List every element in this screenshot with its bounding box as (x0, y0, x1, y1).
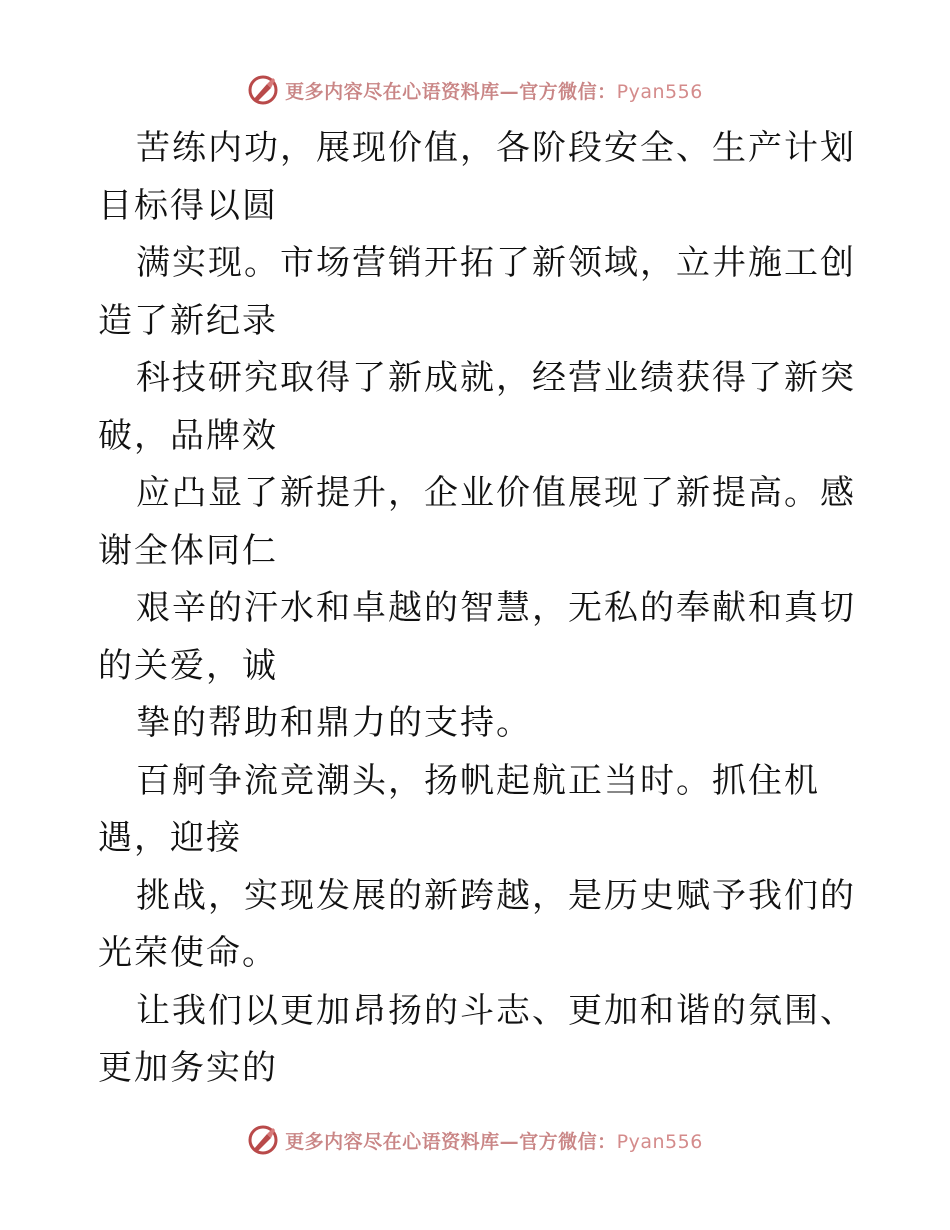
paragraph: 应凸显了新提升，企业价值展现了新提高。感谢全体同仁 (98, 473, 856, 571)
paragraph: 挚的帮助和鼎力的支持。 (136, 703, 532, 743)
pen-logo-icon (247, 74, 279, 106)
footer-watermark (0, 1120, 950, 1160)
header-watermark (0, 70, 950, 110)
pen-logo-icon (247, 1124, 279, 1156)
paragraph: 科技研究取得了新成就，经营业绩获得了新突破，品牌效 (98, 358, 856, 456)
paragraph: 苦练内功，展现价值，各阶段安全、生产计划目标得以圆 (98, 128, 856, 226)
watermark-text: 更多内容尽在心语资料库—官方微信：Pyan556 (285, 1130, 703, 1153)
paragraph: 让我们以更加昂扬的斗志、更加和谐的氛围、更加务实的 (98, 990, 856, 1088)
paragraph: 百舸争流竞潮头，扬帆起航正当时。抓住机遇，迎接 (98, 760, 820, 858)
watermark-text: 更多内容尽在心语资料库—官方微信：Pyan556 (285, 80, 703, 103)
paragraph: 满实现。市场营销开拓了新领域，立井施工创造了新纪录 (98, 243, 856, 341)
paragraph: 艰辛的汗水和卓越的智慧，无私的奉献和真切的关爱，诚 (98, 588, 856, 686)
paragraph: 挑战，实现发展的新跨越，是历史赋予我们的光荣使命。 (98, 875, 856, 973)
document-body (98, 120, 858, 1098)
